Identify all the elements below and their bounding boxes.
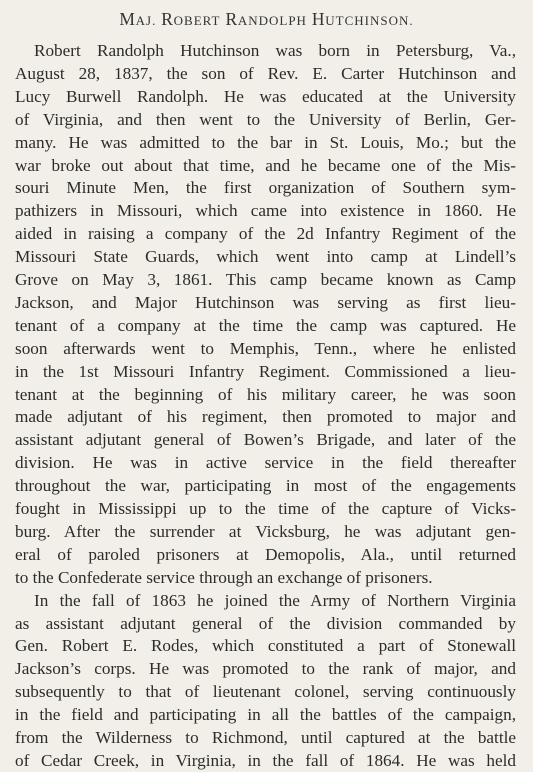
text-line: Missouri State Guards, which went into camp at Lindell’s xyxy=(15,247,516,267)
text-line: as assistant adjutant general of the division commanded by xyxy=(15,613,516,633)
text-line: Jackson’s corps. He was promoted to the rank of major, and xyxy=(15,659,516,679)
title-middle-rest: ANDOLPH xyxy=(237,13,307,28)
text-line: burg. After the surrender at Vicksburg, he was adjutant gen- xyxy=(15,521,516,541)
text-line: eral of paroled prisoners at Demopolis, Ala., until returned xyxy=(15,544,516,564)
text-line: Jackson, and Major Hutchinson was serving as first lieu- xyxy=(15,292,516,312)
text-line: of Cedar Creek, in Virginia, in the fall of 1864. He was held xyxy=(15,750,516,770)
text-line: subsequently to that of lieutenant colonel, serving continuously xyxy=(15,682,516,702)
title-rank-rest: AJ. xyxy=(135,13,157,28)
text-line: made adjutant of his regiment, then promoted to major and xyxy=(15,407,516,427)
text-line: many. He was admitted to the bar in St. Louis, Mo.; but the xyxy=(15,132,516,152)
text-line: soon afterwards went to Memphis, Tenn., where he enlisted xyxy=(15,338,516,358)
text-line: August 28, 1837, the son of Rev. E. Carter Hutchinson and xyxy=(15,63,516,83)
title-rank-initial: M xyxy=(119,9,136,29)
text-line: tenant at the beginning of his military career, he was soon xyxy=(15,384,516,404)
text-line: in the field and participating in all the battles of the campaign, xyxy=(15,705,516,725)
page-title xyxy=(0,9,533,30)
text-line: from the Wilderness to Richmond, until captured at the battle xyxy=(15,728,516,747)
text-line: aided in raising a company of the 2d Infantry Regiment of the xyxy=(15,224,516,244)
text-line: fought in Mississippi up to the time of the capture of Vicks- xyxy=(15,499,516,518)
text-line: souri Minute Men, the first organization of Southern sym- xyxy=(15,178,516,198)
text-line: of Virginia, and then went to the University of Berlin, Ger- xyxy=(15,109,516,129)
text-line: Grove on May 3, 1861. This camp became known as Camp xyxy=(15,270,516,289)
text-line: to the Confederate service through an exchange of prisoners. xyxy=(15,567,433,587)
text-line: Gen. Robert E. Rodes, which constituted a part of Stonewall xyxy=(15,636,516,656)
text-line: Lucy Burwell Randolph. He was educated at the University xyxy=(15,86,516,106)
text-line: pathizers in Missouri, which came into existence in 1860. He xyxy=(15,201,516,221)
text-line: in the 1st Missouri Infantry Regiment. Commissioned a lieu- xyxy=(15,361,516,381)
text-line: In the fall of 1863 he joined the Army of Northern Virginia xyxy=(34,590,516,610)
title-last-initial: H xyxy=(311,9,326,29)
title-first-rest: OBERT xyxy=(173,13,221,28)
text-line: throughout the war, participating in most of the engagements xyxy=(15,476,516,496)
title-first-initial: R xyxy=(161,9,174,29)
text-line: division. He was in active service in the field thereafter xyxy=(15,453,516,473)
text-line: Robert Randolph Hutchinson was born in Petersburg, Va., xyxy=(34,41,516,60)
text-line: war broke out about that time, and he became one of the Mis- xyxy=(15,155,516,175)
title-middle-initial: R xyxy=(225,9,238,29)
text-line: tenant of a company at the time the camp was captured. He xyxy=(15,315,516,335)
title-last-rest: UTCHINSON. xyxy=(325,13,414,28)
text-line: assistant adjutant general of Bowen’s Brigade, and later of the xyxy=(15,430,516,450)
